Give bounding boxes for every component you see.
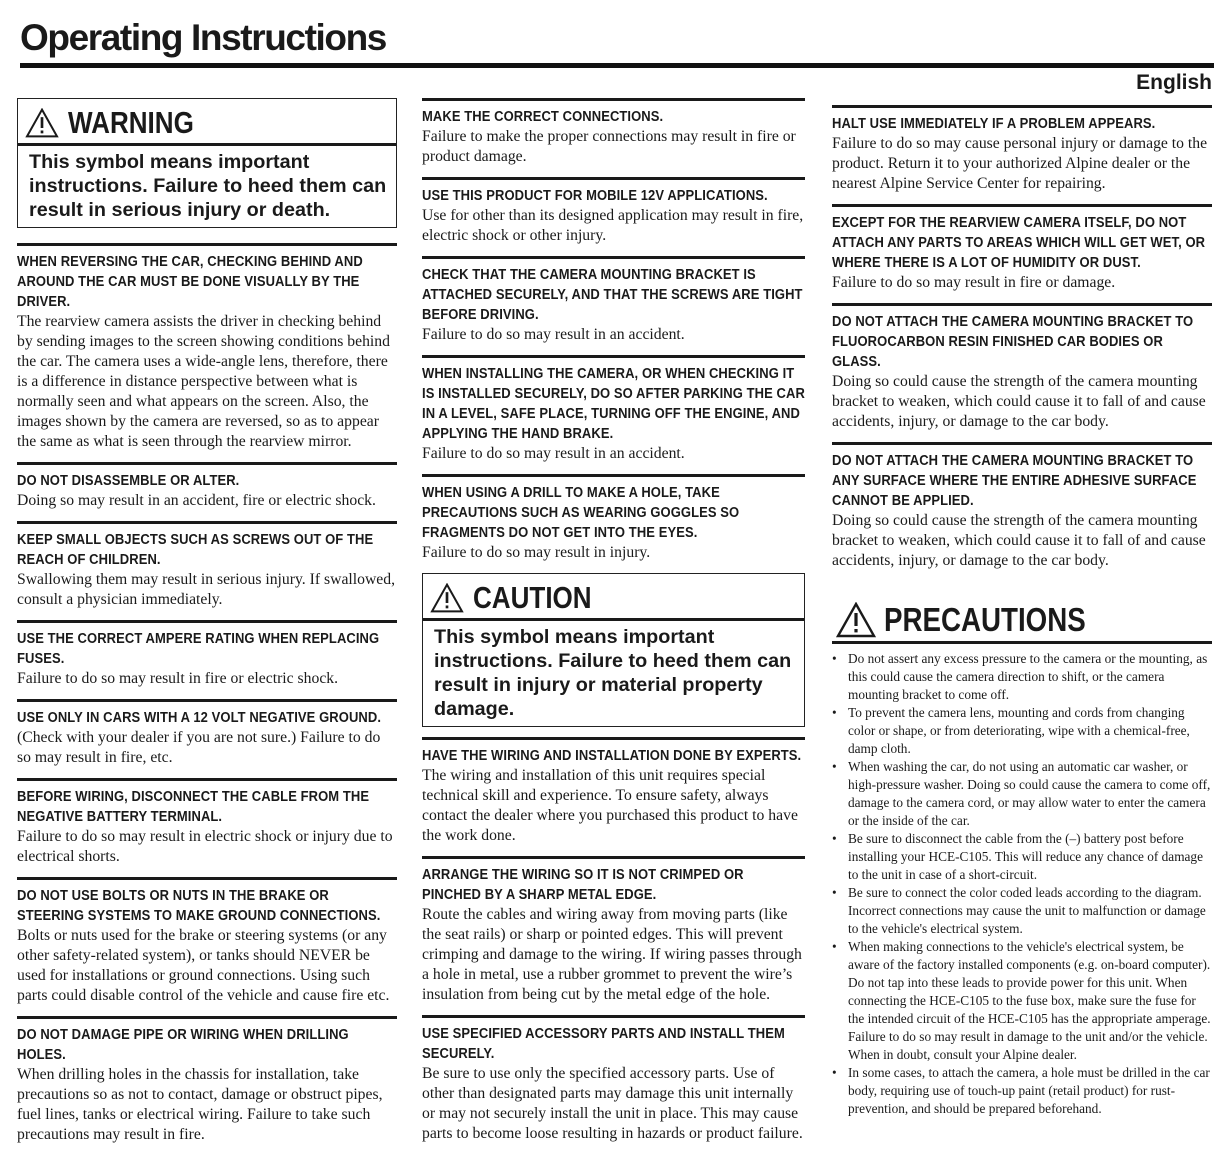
warning-section — [17, 699, 397, 768]
section-body: Doing so may result in an accident, fire or electric shock. — [17, 492, 376, 509]
section-body: When drilling holes in the chassis for installation, take precautions so as not to contact, damage or obstruct pipes, fuel lines, tanks or electrical wiring. Failure to take such precautions may result in fire. — [17, 1066, 383, 1143]
section-body: Use for other than its designed application may result in fire, electric shock or other injury. — [422, 207, 804, 244]
section-body: Failure to do so may result in injury. — [422, 544, 651, 561]
precaution-item: • Be sure to connect the color coded leads according to the diagram. Incorrect connections may cause the unit to malfunction or damage to the vehicle's electrical system. — [832, 884, 1212, 938]
section-heading: USE ONLY IN CARS WITH A 12 VOLT NEGATIVE GROUND. — [17, 709, 382, 726]
warning-triangle-icon — [25, 108, 59, 138]
warning-section — [832, 204, 1212, 293]
precautions-rule — [832, 641, 1212, 644]
right-sections — [832, 105, 1212, 571]
section-body: Failure to do so may result in electric shock or injury due to electrical shorts. — [17, 828, 393, 865]
section-heading: DO NOT DAMAGE PIPE OR WIRING WHEN DRILLING HOLES. — [17, 1026, 349, 1063]
title-rule — [20, 63, 1214, 68]
precautions-section — [832, 599, 1212, 1118]
section-body: Failure to make the proper connections may result in fire or product damage. — [422, 128, 796, 165]
section-heading: ARRANGE THE WIRING SO IT IS NOT CRIMPED OR PINCHED BY A SHARP METAL EDGE. — [422, 866, 744, 903]
warning-section — [422, 737, 805, 846]
warning-triangle-icon — [836, 602, 876, 638]
section-body: Failure to do so may cause personal injury or damage to the product. Return it to your authorized Alpine dealer or the nearest Alpine Service Center for repairing. — [832, 135, 1208, 192]
section-heading: USE THE CORRECT AMPERE RATING WHEN REPLACING FUSES. — [17, 630, 380, 667]
warning-section — [17, 462, 397, 511]
warning-box-header — [18, 99, 396, 143]
precautions-title: PRECAUTIONS — [884, 601, 1086, 638]
section-heading: DO NOT ATTACH THE CAMERA MOUNTING BRACKET TO FLUOROCARBON RESIN FINISHED CAR BODIES OR GLASS. — [832, 313, 1194, 370]
section-heading: MAKE THE CORRECT CONNECTIONS. — [422, 108, 664, 125]
precautions-list — [832, 650, 1212, 1118]
precaution-item: • Be sure to disconnect the cable from the (–) battery post before installing your HCE-C105. This will reduce any chance of damage to the unit in case of a short-circuit. — [832, 830, 1212, 884]
section-heading: KEEP SMALL OBJECTS SUCH AS SCREWS OUT OF THE REACH OF CHILDREN. — [17, 531, 374, 568]
warning-section — [832, 303, 1212, 432]
mid-sections-top — [422, 98, 805, 563]
warning-section — [422, 1015, 805, 1144]
warning-section — [422, 98, 805, 167]
warning-section — [422, 474, 805, 563]
left-column — [17, 98, 397, 1145]
precaution-item: • To prevent the camera lens, mounting and cords from changing color or shape, or from deteriorating, wipe with a chemical-free, damp cloth. — [832, 704, 1212, 758]
precaution-item: • In some cases, to attach the camera, a hole must be drilled in the car body, requiring use of touch-up paint (retail product) for rust-prevention, and should be prepared beforehand. — [832, 1064, 1212, 1118]
caution-box — [422, 573, 805, 727]
section-body: Failure to do so may result in fire or damage. — [832, 274, 1116, 291]
page-title: Operating Instructions — [20, 17, 386, 58]
section-heading: DO NOT DISASSEMBLE OR ALTER. — [17, 472, 240, 489]
warning-section — [422, 856, 805, 1005]
section-body: Doing so could cause the strength of the camera mounting bracket to weaken, which could cause it to fall of and cause accidents, injury, or damage to the car body. — [832, 373, 1206, 430]
section-heading: WHEN USING A DRILL TO MAKE A HOLE, TAKE PRECAUTIONS SUCH AS WEARING GOGGLES SO FRAGMENTS DO NOT GET INTO THE EYES. — [422, 484, 740, 541]
section-heading: HALT USE IMMEDIATELY IF A PROBLEM APPEARS. — [832, 115, 1156, 132]
warning-section — [17, 1016, 397, 1145]
warning-section — [422, 256, 805, 345]
section-body: Swallowing them may result in serious injury. If swallowed, consult a physician immediately. — [17, 571, 396, 608]
section-body: Doing so could cause the strength of the camera mounting bracket to weaken, which could cause it to fall of and cause accidents, injury, or damage to the car body. — [832, 512, 1206, 569]
caution-title: CAUTION — [473, 580, 592, 615]
section-body: Route the cables and wiring away from moving parts (like the seat rails) or sharp or pointed edges. This will prevent crimping and damage to the wiring. If wiring passes through a hole in metal, use a rubber grommet to prevent the wire’s insulation from being cut by the metal edge of the hole. — [422, 906, 802, 1003]
warning-section — [832, 105, 1212, 194]
warning-section — [832, 442, 1212, 571]
precaution-item: • Do not assert any excess pressure to the camera or the mounting, as this could cause the camera direction to shift, or the camera mounting bracket to come off. — [832, 650, 1212, 704]
warning-section — [422, 177, 805, 246]
section-heading: CHECK THAT THE CAMERA MOUNTING BRACKET IS ATTACHED SECURELY, AND THAT THE SCREWS ARE TIGHT BEFORE DRIVING. — [422, 266, 803, 323]
warning-section — [17, 243, 397, 452]
warning-section — [422, 355, 805, 464]
section-heading: WHEN INSTALLING THE CAMERA, OR WHEN CHECKING IT IS INSTALLED SECURELY, DO SO AFTER PARKING THE CAR IN A LEVEL, SAFE PLACE, TURNING OFF THE ENGINE, AND APPLYING THE HAND BRAKE. — [422, 365, 805, 442]
section-heading: WHEN REVERSING THE CAR, CHECKING BEHIND AND AROUND THE CAR MUST BE DONE VISUALLY BY THE DRIVER. — [17, 253, 363, 310]
caution-box-header — [423, 574, 804, 618]
warning-box — [17, 98, 397, 228]
right-column — [832, 105, 1212, 1118]
section-body: Bolts or nuts used for the brake or steering systems (or any other safety-related system), or tanks should NEVER be used for installations or ground connections. Using such parts could disable control of the vehicle and cause fire etc. — [17, 927, 390, 1004]
warning-section — [17, 521, 397, 610]
section-heading: EXCEPT FOR THE REARVIEW CAMERA ITSELF, DO NOT ATTACH ANY PARTS TO AREAS WHICH WILL GET WET, OR WHERE THERE IS A LOT OF HUMIDITY OR DUST. — [832, 214, 1206, 271]
warning-section — [17, 877, 397, 1006]
section-heading: BEFORE WIRING, DISCONNECT THE CABLE FROM THE NEGATIVE BATTERY TERMINAL. — [17, 788, 370, 825]
section-heading: HAVE THE WIRING AND INSTALLATION DONE BY EXPERTS. — [422, 747, 802, 764]
left-sections — [17, 243, 397, 1145]
warning-section — [17, 620, 397, 689]
section-heading: USE SPECIFIED ACCESSORY PARTS AND INSTALL THEM SECURELY. — [422, 1025, 785, 1062]
warning-text: This symbol means important instructions. Failure to heed them can result in serious injury or death. — [18, 143, 396, 227]
section-body: The wiring and installation of this unit requires special technical skill and experience. To ensure safety, always contact the dealer where you purchased this product to have the work done. — [422, 767, 798, 844]
section-body: Failure to do so may result in an accident. — [422, 445, 685, 462]
warning-section — [17, 778, 397, 867]
section-heading: DO NOT ATTACH THE CAMERA MOUNTING BRACKET TO ANY SURFACE WHERE THE ENTIRE ADHESIVE SURFACE CANNOT BE APPLIED. — [832, 452, 1197, 509]
caution-text: This symbol means important instructions. Failure to heed them can result in injury or material property damage. — [423, 618, 804, 726]
middle-column — [422, 98, 805, 1144]
section-body: (Check with your dealer if you are not sure.) Failure to do so may result in fire, etc. — [17, 729, 381, 766]
section-body: Failure to do so may result in fire or electric shock. — [17, 670, 339, 687]
section-heading: DO NOT USE BOLTS OR NUTS IN THE BRAKE OR STEERING SYSTEMS TO MAKE GROUND CONNECTIONS. — [17, 887, 381, 924]
section-heading: USE THIS PRODUCT FOR MOBILE 12V APPLICATIONS. — [422, 187, 768, 204]
precaution-item: • When washing the car, do not using an automatic car washer, or high-pressure washer. Doing so could cause the camera to come off, damage to the camera cord, or may allow water to enter the camera or the inside of the car. — [832, 758, 1212, 830]
precaution-item: • When making connections to the vehicle's electrical system, be aware of the factory installed components (e.g. on-board computer). Do not tap into these leads to provide power for this unit. When connecting the HCE-C105 to the fuse box, make sure the fuse for the intended circuit of the HCE-C105 has the appropriate amperage. Failure to do so may result in damage to the unit and/or the vehicle. When in doubt, consult your Alpine dealer. — [832, 938, 1212, 1064]
warning-triangle-icon — [430, 583, 464, 613]
section-body: The rearview camera assists the driver in checking behind by sending images to the screen showing conditions behind the car. The camera uses a wide-angle lens, therefore, there is a difference in distance perspective between what is normally seen and what appears on the screen. Also, the images shown by the camera are reversed, so as to appear the same as what is seen through the rearview mirror. — [17, 313, 390, 450]
mid-sections-bottom — [422, 737, 805, 1144]
language-label: English — [1136, 71, 1212, 94]
section-body: Be sure to use only the specified accessory parts. Use of other than designated parts may damage this unit internally or may not securely install the unit in place. This may cause parts to become loose resulting in hazards or product failure. — [422, 1065, 803, 1142]
section-body: Failure to do so may result in an accident. — [422, 326, 685, 343]
precautions-header — [832, 599, 1212, 641]
warning-title: WARNING — [68, 105, 194, 140]
